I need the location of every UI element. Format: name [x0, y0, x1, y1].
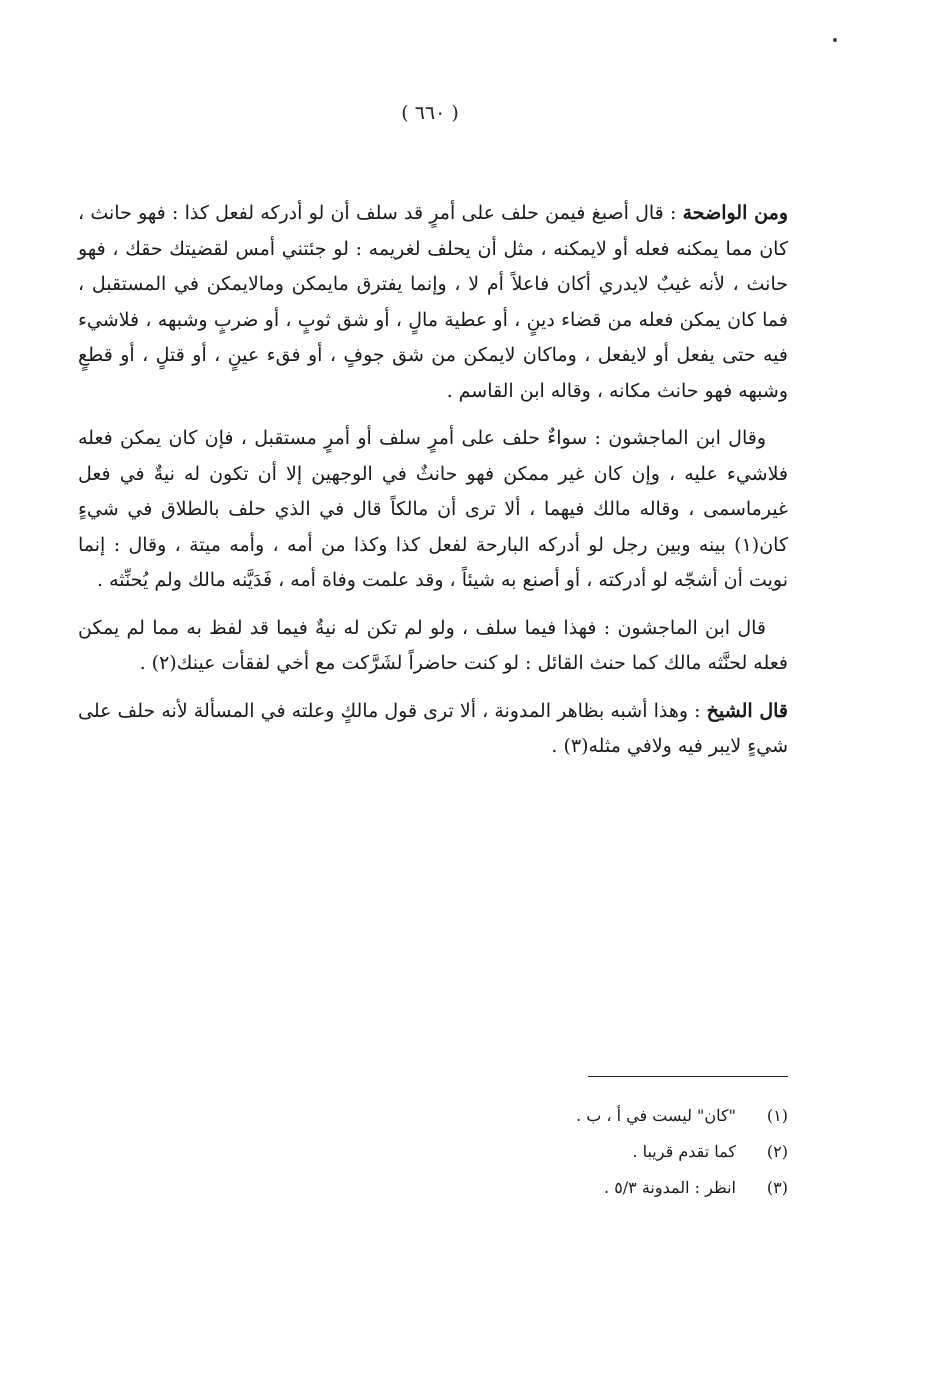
footnote-1-text: "كان" ليست في أ ، ب .: [576, 1106, 736, 1125]
paragraph-4-lead: قال الشيخ: [706, 699, 789, 722]
page-number: ( ٦٦٠ ): [401, 102, 459, 124]
main-text: [78, 196, 788, 777]
footnote-1-number: (١): [766, 1106, 788, 1125]
paragraph-3-text: قال ابن الماجشون : فهذا فيما سلف ، ولو لم تكن له نيةٌ فيما قد لفظ به مما لم يمكن فعله لحنَّثه مالك كما حنث القائل : لو كنت حاضراً لشَرَّكت مع أخي لفقأت عينك(٢) .: [78, 616, 788, 674]
footnote-3-text: انظر : المدونة ٥/٣ .: [604, 1178, 736, 1197]
footnote-2-text: كما تقدم قريبا .: [632, 1142, 736, 1161]
paragraph-1: [78, 196, 788, 409]
paragraph-3: [78, 611, 788, 682]
paragraph-1-lead: ومن الواضحة: [682, 202, 788, 224]
footnote-3-number: (٣): [766, 1178, 788, 1197]
footnote-3: [300, 1170, 788, 1206]
paragraph-4: [78, 694, 788, 765]
stray-ink-mark: [833, 38, 837, 42]
paragraph-4-text: : وهذا أشبه بظاهر المدونة ، ألا ترى قول مالكٍ وعلته في المسألة لأنه حلف على شيءٍ لايبر فيه ولافي مثله(٣) .: [78, 699, 788, 757]
paragraph-2-text: وقال ابن الماجشون : سواءٌ حلف على أمرٍ سلف أو أمرٍ مستقبل ، فإن كان يمكن فعله فلاشيء عليه ، وإن كان غير ممكن فهو حانثٌ في الوجهين إلا أن تكون له نيةٌ في فعل غيرماسمى ، وقاله مالك فيهما ، ألا ترى أن مالكاً قال في الذي حلف بالطلاق في شيءٍ كان(١) بينه وبين رجل لو أدركه البارحة لفعل كذا وكذا من أمه ، وأمه ميتة ، وقال : إنما نويت أن أشجّه لو أدركته ، أو أصنع به شيئاً ، وقد علمت وفاة أمه ، فَدَيَّنه مالك ولم يُحنِّثه .: [78, 427, 788, 591]
footnote-1: [300, 1098, 788, 1134]
paragraph-2: [78, 421, 788, 599]
footnote-2: [300, 1134, 788, 1170]
footnotes: [300, 1098, 788, 1206]
paragraph-1-text: : قال أصبغ فيمن حلف على أمرٍ قد سلف أن لو أدركه لفعل كذا : فهو حانث ، كان مما يمكنه فعله أو لايمكنه ، مثل أن يحلف لغريمه : لو جئتني أمس لقضيتك حقك ، فهو حانث ، لأنه غيبٌ لايدري أكان فاعلاً أم لا ، وإنما يفترق مايمكن ومالايمكن في المستقبل ، فما كان يمكن فعله من قضاء دينٍ ، أو عطية مالٍ ، أو شق ثوبٍ ، أو ضربٍ وشبهه ، فلاشيء فيه حتى يفعل أو لايفعل ، وماكان لايمكن من شق جوفٍ ، أو فقء عينٍ ، أو قتلٍ ، أو قطعٍ وشبهه فهو حانث مكانه ، وقاله ابن القاسم .: [78, 202, 788, 402]
footnote-2-number: (٢): [766, 1142, 788, 1161]
footnote-divider: [588, 1076, 788, 1077]
